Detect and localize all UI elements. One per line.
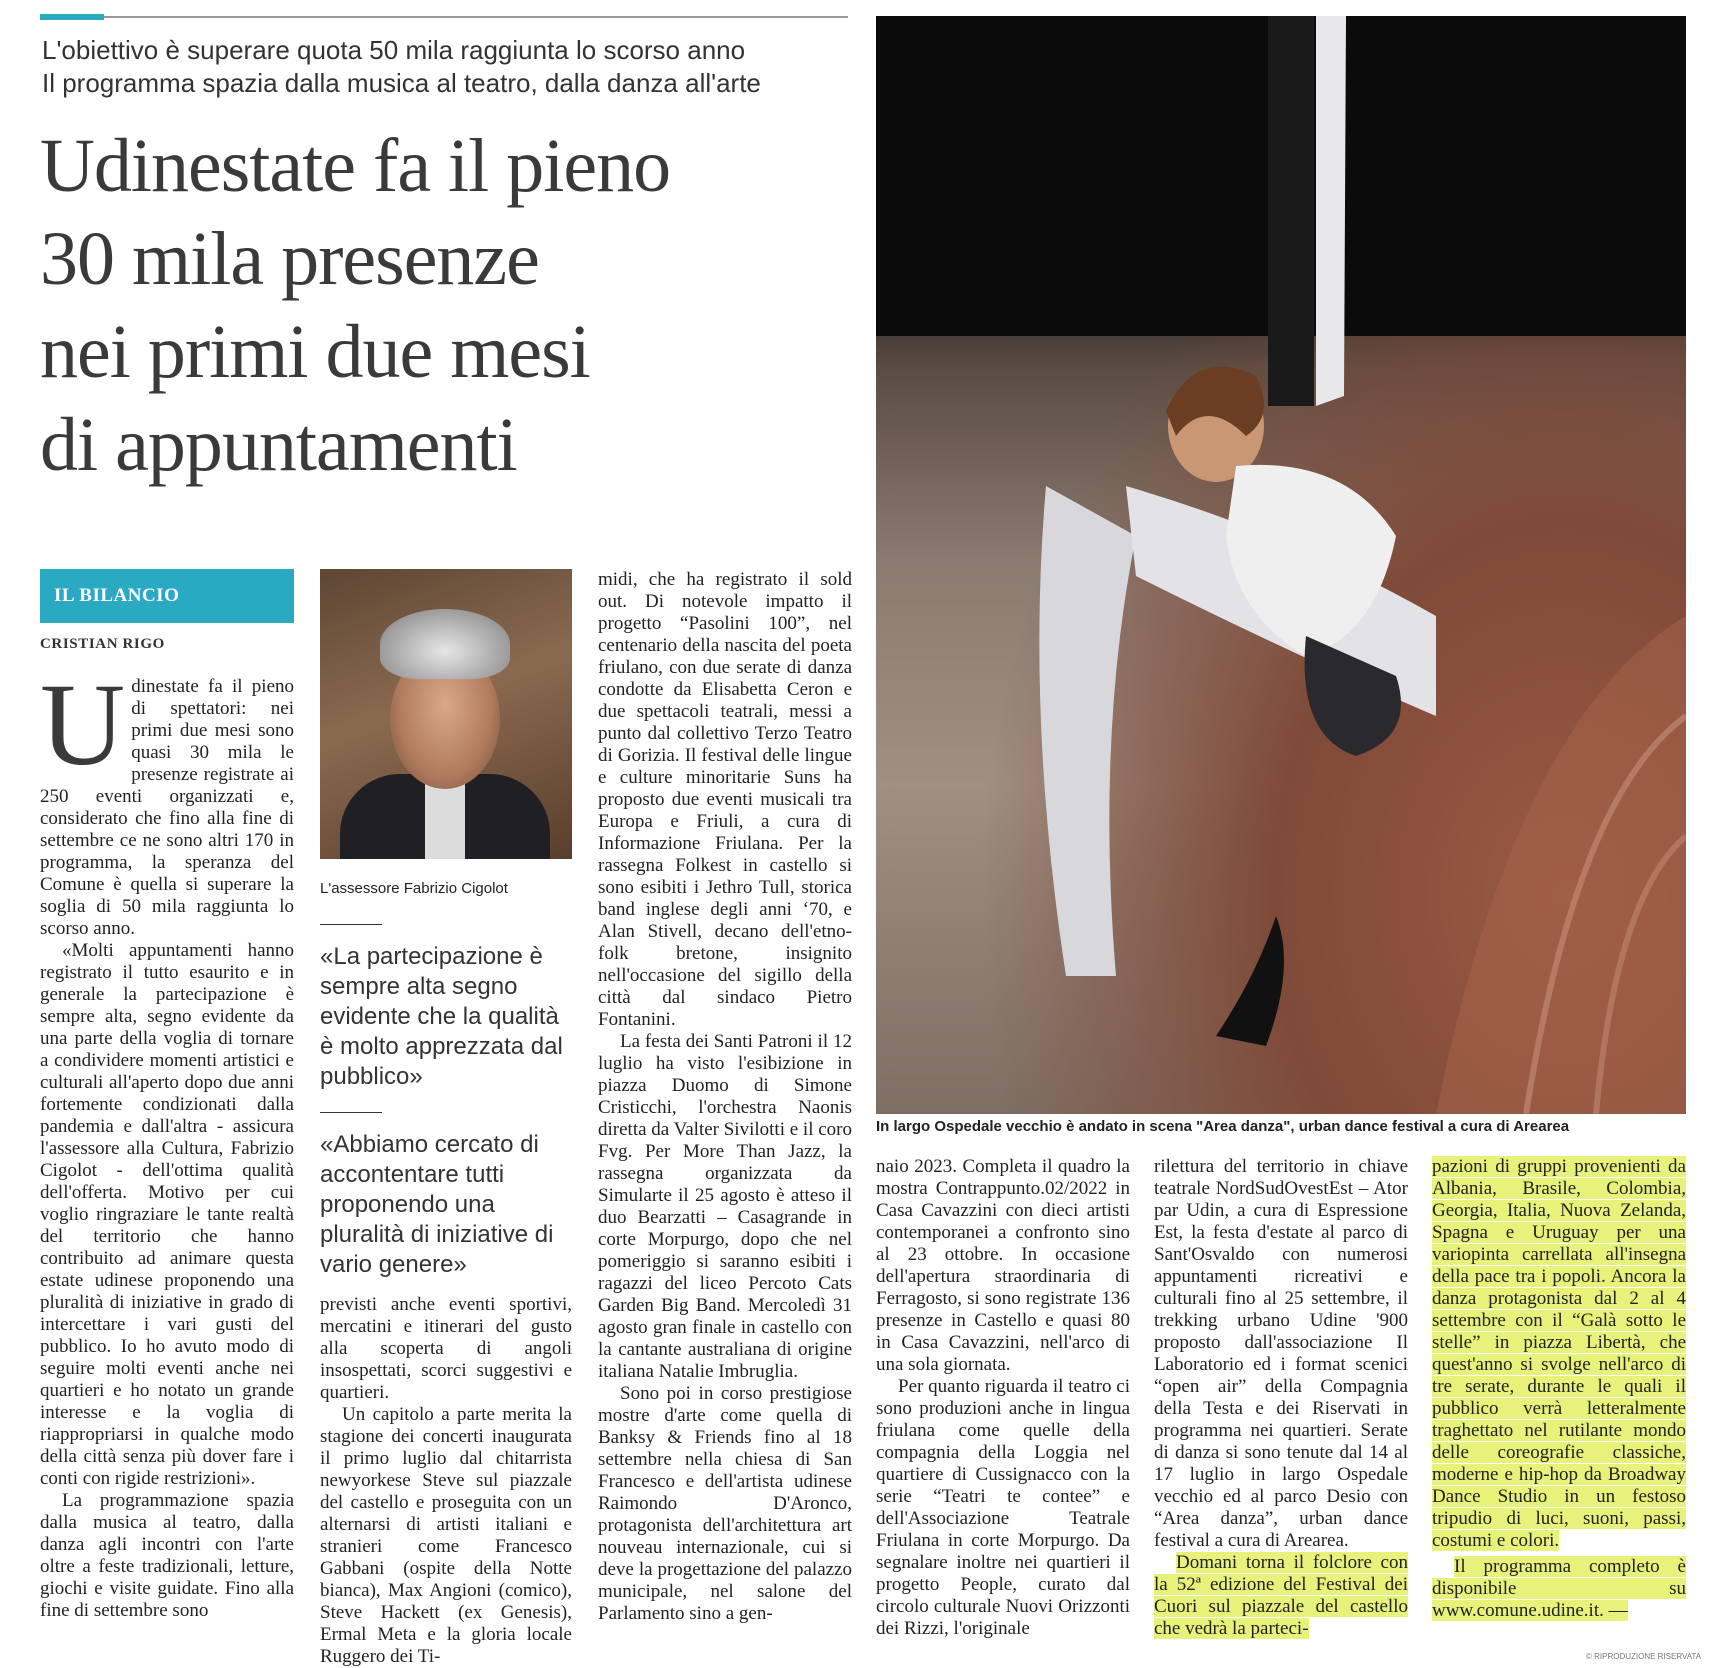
headline-line-2: 30 mila presenze bbox=[40, 217, 539, 301]
paragraph: dinestate fa il pieno di spettatori: nei primi due mesi sono quasi 30 mila le presenze registrate ai 250 eventi organizzati e, considerato che fino alla fine di settembre ce ne sono altri 170 in programma, la speranza del Comune è quella si superare la soglia di 50 mila raggiunta lo scorso anno. bbox=[40, 676, 294, 939]
author-byline: CRISTIAN RIGO bbox=[40, 636, 165, 652]
top-rule bbox=[40, 16, 848, 18]
paragraph: La programmazione spazia dalla musica al teatro, dalla danza agli incontri con l'arte oltre a feste tradizionali, letture, giochi e visite guidate. Fino alla fine di settembre sono bbox=[40, 1490, 294, 1621]
article-column-3 bbox=[598, 569, 852, 1625]
divider bbox=[320, 1112, 382, 1113]
paragraph: midi, che ha registrato il sold out. Di notevole impatto il progetto “Pasolini 100”, nel centenario della nascita del poeta friulano, con due serate di danza condotte da Elisabetta Ceron e due spettacoli teatrali, messi a punto dal collettivo Terzo Teatro di Gorizia. Il festival delle lingue e culture minoritarie Suns ha proposto due eventi musicali tra Europa e Friuli, a cura di Informazione Friulana. Per la rassegna Folkest in castello si sono esibiti i Jethro Tull, storica band inglese degli anni ‘70, e Alan Stivell, decano dell'etno-folk bretone, insignito nell'occasione del sigillo della città dal sindaco Pietro Fontanini. bbox=[598, 569, 852, 1030]
subtitle-line-2: Il programma spazia dalla musica al teatro, dalla danza all'arte bbox=[42, 68, 761, 98]
article-column-2 bbox=[320, 1294, 572, 1668]
headline-line-4: di appuntamenti bbox=[40, 403, 517, 487]
paragraph: «Molti appuntamenti hanno registrato il tutto esaurito e in generale la partecipazione è sempre alta, segno evidente da una parte della voglia di tornare a condividere momenti artistici e culturali all'aperto dopo due anni fortemente condizionati dalla pandemia e dall'altra - assicura l'assessore alla Cultura, Fabrizio Cigolot - dell'ottima qualità dell'offerta. Motivo per cui voglio ringraziare le tante realtà del territorio che hanno contribuito ad animare questa estate udinese proponendo una pluralità di iniziative in grado di intercettare i vari gusti del pubblico. Io ho avuto modo di seguire molti eventi anche nei quartieri e ho notato un grande interesse e la voglia di riappropriarsi in qualche modo della città senza più dover fare i conti con rigide restrizioni». bbox=[40, 940, 294, 1489]
article-column-6 bbox=[1432, 1156, 1686, 1622]
paragraph: naio 2023. Completa il quadro la mostra Contrappunto.02/2022 in Casa Cavazzini con dieci artisti contemporanei a confronto sino al 23 ottobre. In occasione dell'apertura straordinaria di Ferragosto, si sono registrate 136 presenze in Castello e quasi 80 in Casa Cavazzini, nell'arco di una sola giornata. bbox=[876, 1156, 1130, 1375]
paragraph: previsti anche eventi sportivi, mercatini e itinerari del gusto alla scoperta di angoli insospettati, scorci suggestivi e quartieri. bbox=[320, 1294, 572, 1403]
subtitle-line-1: L'obiettivo è superare quota 50 mila raggiunta lo scorso anno bbox=[42, 35, 746, 65]
paragraph: Per quanto riguarda il teatro ci sono produzioni anche in lingua friulana come quelle della compagnia della Loggia nel quartiere di Cussignacco con la serie “Teatri te contee” e dell'Associazione Teatrale Friulana in corte Morpurgo. Da segnalare inoltre nei quartieri il progetto People, curato dal circolo culturale Nuovi Orizzonti dei Rizzi, l'originale bbox=[876, 1376, 1130, 1639]
paragraph: La festa dei Santi Patroni il 12 luglio ha visto l'esibizione in piazza Duomo di Simone Cristicchi, l'orchestra Naonis diretta da Valter Sivilotti e il coro Fvg. Per More Than Jazz, la rassegna organizzata da Simularte il 25 agosto è atteso il duo Bearzatti – Casagrande in corte Morpurgo, dopo che nel pomeriggio si saranno esibiti i ragazzi del liceo Percoto Cats Garden Big Band. Mercoledì 31 agosto gran finale in castello con la cantante australiana di origine italiana Natalie Imbruglia. bbox=[598, 1031, 852, 1382]
highlighted-text: Domani torna il folclore con la 52ª edizione del Festival dei Cuori sul piazzale del castello che vedrà la parteci- bbox=[1154, 1552, 1408, 1639]
pull-quote-1: «La partecipazione è sempre alta segno evidente che la qualità è molto apprezzata dal pubblico» bbox=[320, 943, 563, 1090]
article-column-4 bbox=[876, 1156, 1130, 1640]
article-column-5 bbox=[1154, 1156, 1408, 1640]
main-photo-caption: In largo Ospedale vecchio è andato in scena "Area danza", urban dance festival a cura di Arearea bbox=[876, 1118, 1570, 1135]
divider bbox=[320, 924, 382, 925]
section-kicker: IL BILANCIO bbox=[40, 569, 294, 623]
highlighted-text: pazioni di gruppi provenienti da Albania, Brasile, Colombia, Georgia, Italia, Nuova Zelanda, Spagna e Uruguay per una variopinta carrellata all'insegna della pace tra i popoli. Ancora la danza protagonista dal 2 al 4 settembre con il “Galà sotto le stelle” in piazza Libertà, che quest'anno si svolge nell'arco di tre serate, durante le quali il pubblico verrà letteralmente traghettato nel rutilante mondo delle coreografie classiche, moderne e hip-hop da Broadway Dance Studio in un festoso tripudio di luci, suoni, passi, costumi e colori. bbox=[1432, 1156, 1686, 1551]
paragraph: Un capitolo a parte merita la stagione dei concerti inaugurata il primo luglio dal chitarrista newyorkese Steve sul piazzale del castello e proseguita con un alternarsi di artisti italiani e stranieri come Francesco Gabbani (ospite della Notte bianca), Max Angioni (comico), Steve Hackett (ex Genesis), Ermal Meta e la gloria locale Ruggero dei Ti- bbox=[320, 1404, 572, 1667]
headline-line-3: nei primi due mesi bbox=[40, 310, 590, 394]
portrait-photo bbox=[320, 569, 572, 859]
aerial-dancer-illustration bbox=[876, 16, 1686, 1114]
copyright-note: © RIPRODUZIONE RISERVATA bbox=[1586, 1652, 1702, 1661]
portrait-caption: L'assessore Fabrizio Cigolot bbox=[320, 880, 508, 897]
pull-quote-2: «Abbiamo cercato di accontentare tutti proponendo una pluralità di iniziative di vario genere» bbox=[320, 1131, 554, 1278]
highlighted-text: Il programma completo è disponibile su www.comune.udine.it. — bbox=[1432, 1556, 1686, 1621]
article-column-1 bbox=[40, 659, 294, 1622]
dropcap: U bbox=[40, 659, 126, 790]
accent-bar bbox=[40, 14, 104, 20]
headline bbox=[40, 120, 860, 492]
paragraph: rilettura del territorio in chiave teatrale NordSudOvestEst – Ator par Udin, a cura di Espressione Est, la festa d'estate al parco di Sant'Osvaldo con numerosi appuntamenti ricreativi e culturali fino al 25 settembre, il trekking urbano Udine '900 proposto dall'associazione Il Laboratorio ed i format scenici “open air” della Compagnia della Testa e dei Riservati in programma nei quartieri. Serate di danza si sono tenute dal 14 al 17 luglio in largo Ospedale vecchio ed al parco Desio con “Area danza”, urban dance festival a cura di Arearea. bbox=[1154, 1156, 1408, 1551]
headline-line-1: Udinestate fa il pieno bbox=[40, 124, 671, 208]
paragraph: Sono poi in corso prestigiose mostre d'arte come quella di Banksy & Friends fino al 18 settembre nella chiesa di San Francesco e dell'artista udinese Raimondo D'Aronco, protagonista dell'architettura art nouveau internazionale, cui si deve la progettazione del palazzo municipale, nel salone del Parlamento sino a gen- bbox=[598, 1383, 852, 1624]
main-photo bbox=[876, 16, 1686, 1114]
